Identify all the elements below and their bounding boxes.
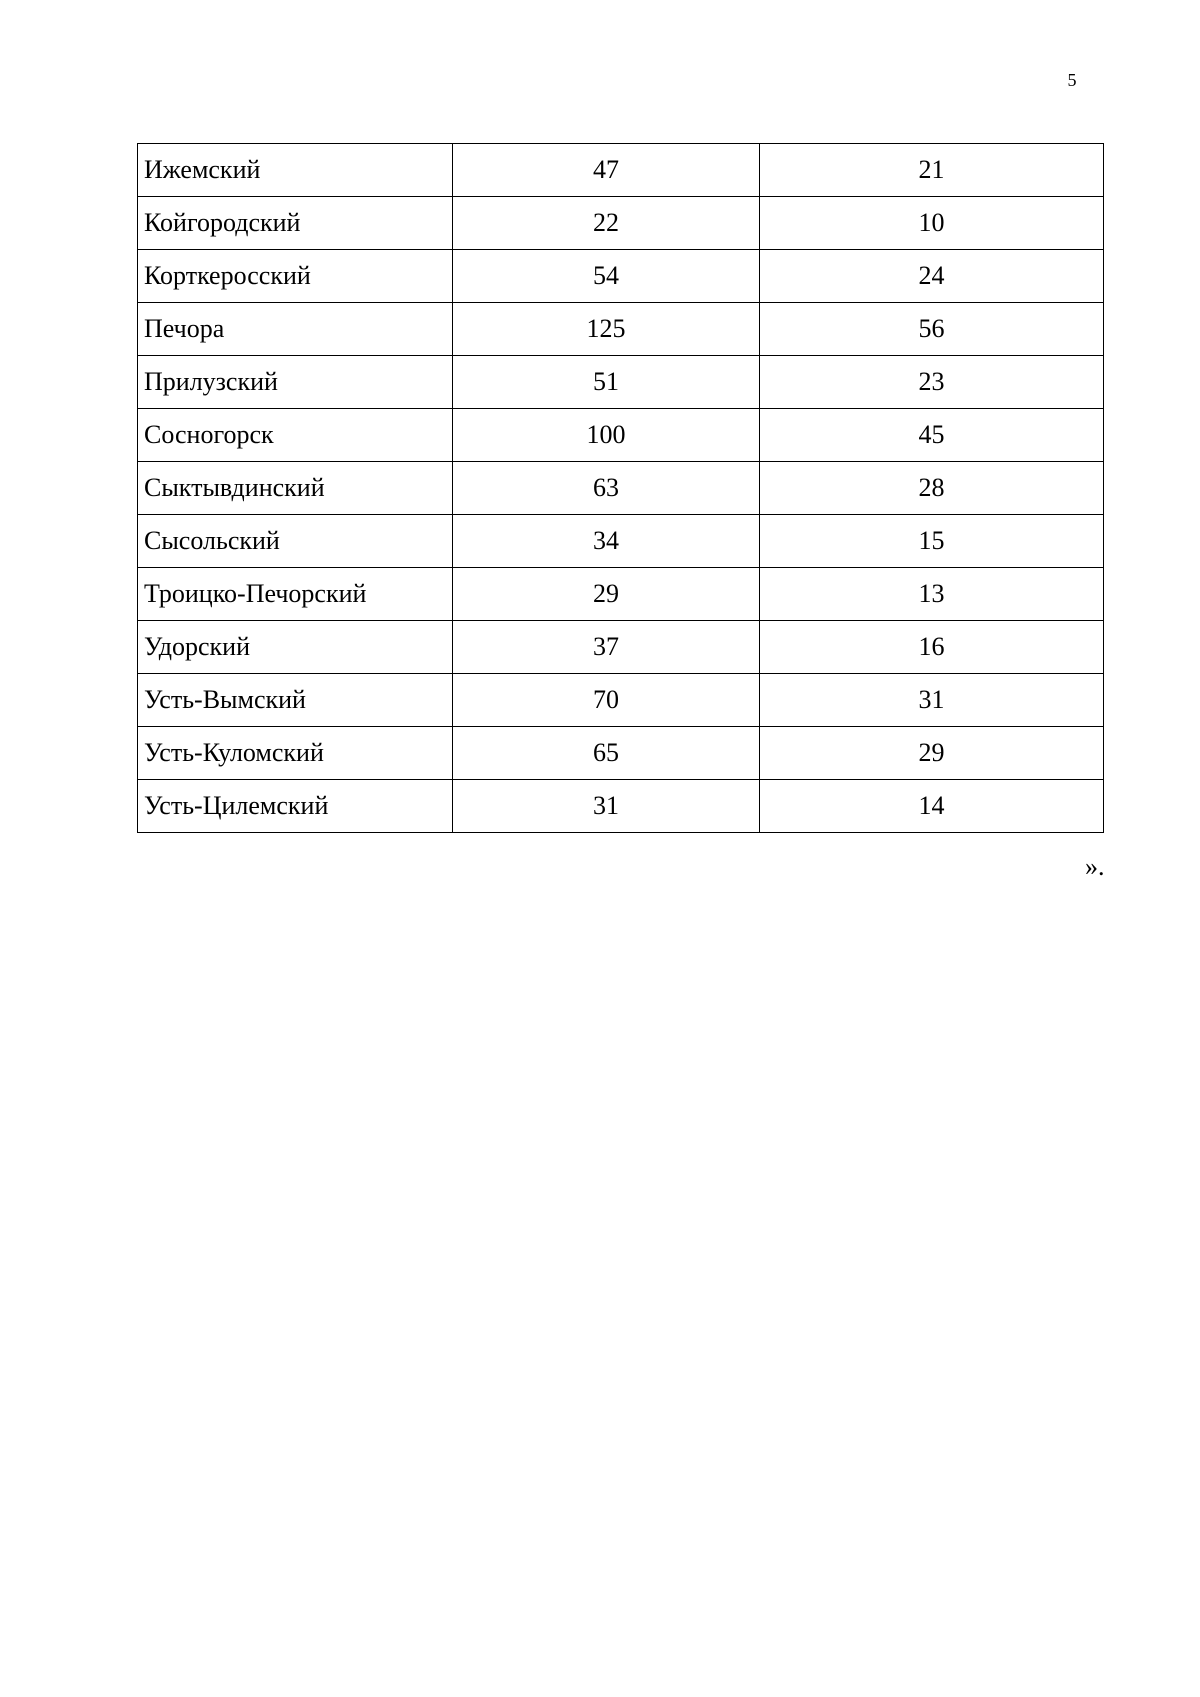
table-row [138, 197, 1104, 250]
closing-quote-mark: ». [1085, 852, 1105, 881]
value-cell-col2: 37 [453, 621, 760, 674]
value-cell-col3: 13 [760, 568, 1104, 621]
value-cell-col2: 70 [453, 674, 760, 727]
municipality-name-cell: Печора [138, 303, 453, 356]
table-row [138, 515, 1104, 568]
value-cell-col2: 63 [453, 462, 760, 515]
municipality-name-cell: Корткеросский [138, 250, 453, 303]
municipality-name-cell: Койгородский [138, 197, 453, 250]
value-cell-col3: 28 [760, 462, 1104, 515]
value-cell-col3: 45 [760, 409, 1104, 462]
value-cell-col3: 14 [760, 780, 1104, 833]
table-row [138, 356, 1104, 409]
value-cell-col2: 31 [453, 780, 760, 833]
value-cell-col2: 34 [453, 515, 760, 568]
table-row [138, 780, 1104, 833]
municipality-name-cell: Троицко-Печорский [138, 568, 453, 621]
table-row [138, 303, 1104, 356]
value-cell-col3: 23 [760, 356, 1104, 409]
value-cell-col3: 31 [760, 674, 1104, 727]
value-cell-col2: 100 [453, 409, 760, 462]
municipality-name-cell: Сысольский [138, 515, 453, 568]
value-cell-col2: 125 [453, 303, 760, 356]
value-cell-col3: 16 [760, 621, 1104, 674]
value-cell-col3: 10 [760, 197, 1104, 250]
municipality-name-cell: Ижемский [138, 144, 453, 197]
value-cell-col2: 51 [453, 356, 760, 409]
value-cell-col2: 29 [453, 568, 760, 621]
table-row [138, 462, 1104, 515]
municipality-table [137, 143, 1104, 833]
table-row [138, 621, 1104, 674]
table-row [138, 674, 1104, 727]
municipality-name-cell: Усть-Цилемский [138, 780, 453, 833]
table-row [138, 727, 1104, 780]
table-row [138, 568, 1104, 621]
table-row [138, 144, 1104, 197]
value-cell-col2: 22 [453, 197, 760, 250]
value-cell-col2: 65 [453, 727, 760, 780]
value-cell-col2: 54 [453, 250, 760, 303]
municipality-name-cell: Прилузский [138, 356, 453, 409]
value-cell-col3: 29 [760, 727, 1104, 780]
municipality-name-cell: Усть-Куломский [138, 727, 453, 780]
table-row [138, 250, 1104, 303]
value-cell-col3: 24 [760, 250, 1104, 303]
municipality-name-cell: Удорский [138, 621, 453, 674]
value-cell-col3: 21 [760, 144, 1104, 197]
table-row [138, 409, 1104, 462]
municipality-name-cell: Сыктывдинский [138, 462, 453, 515]
value-cell-col3: 56 [760, 303, 1104, 356]
page-number: 5 [1067, 70, 1077, 90]
value-cell-col3: 15 [760, 515, 1104, 568]
municipality-name-cell: Усть-Вымский [138, 674, 453, 727]
value-cell-col2: 47 [453, 144, 760, 197]
municipality-name-cell: Сосногорск [138, 409, 453, 462]
